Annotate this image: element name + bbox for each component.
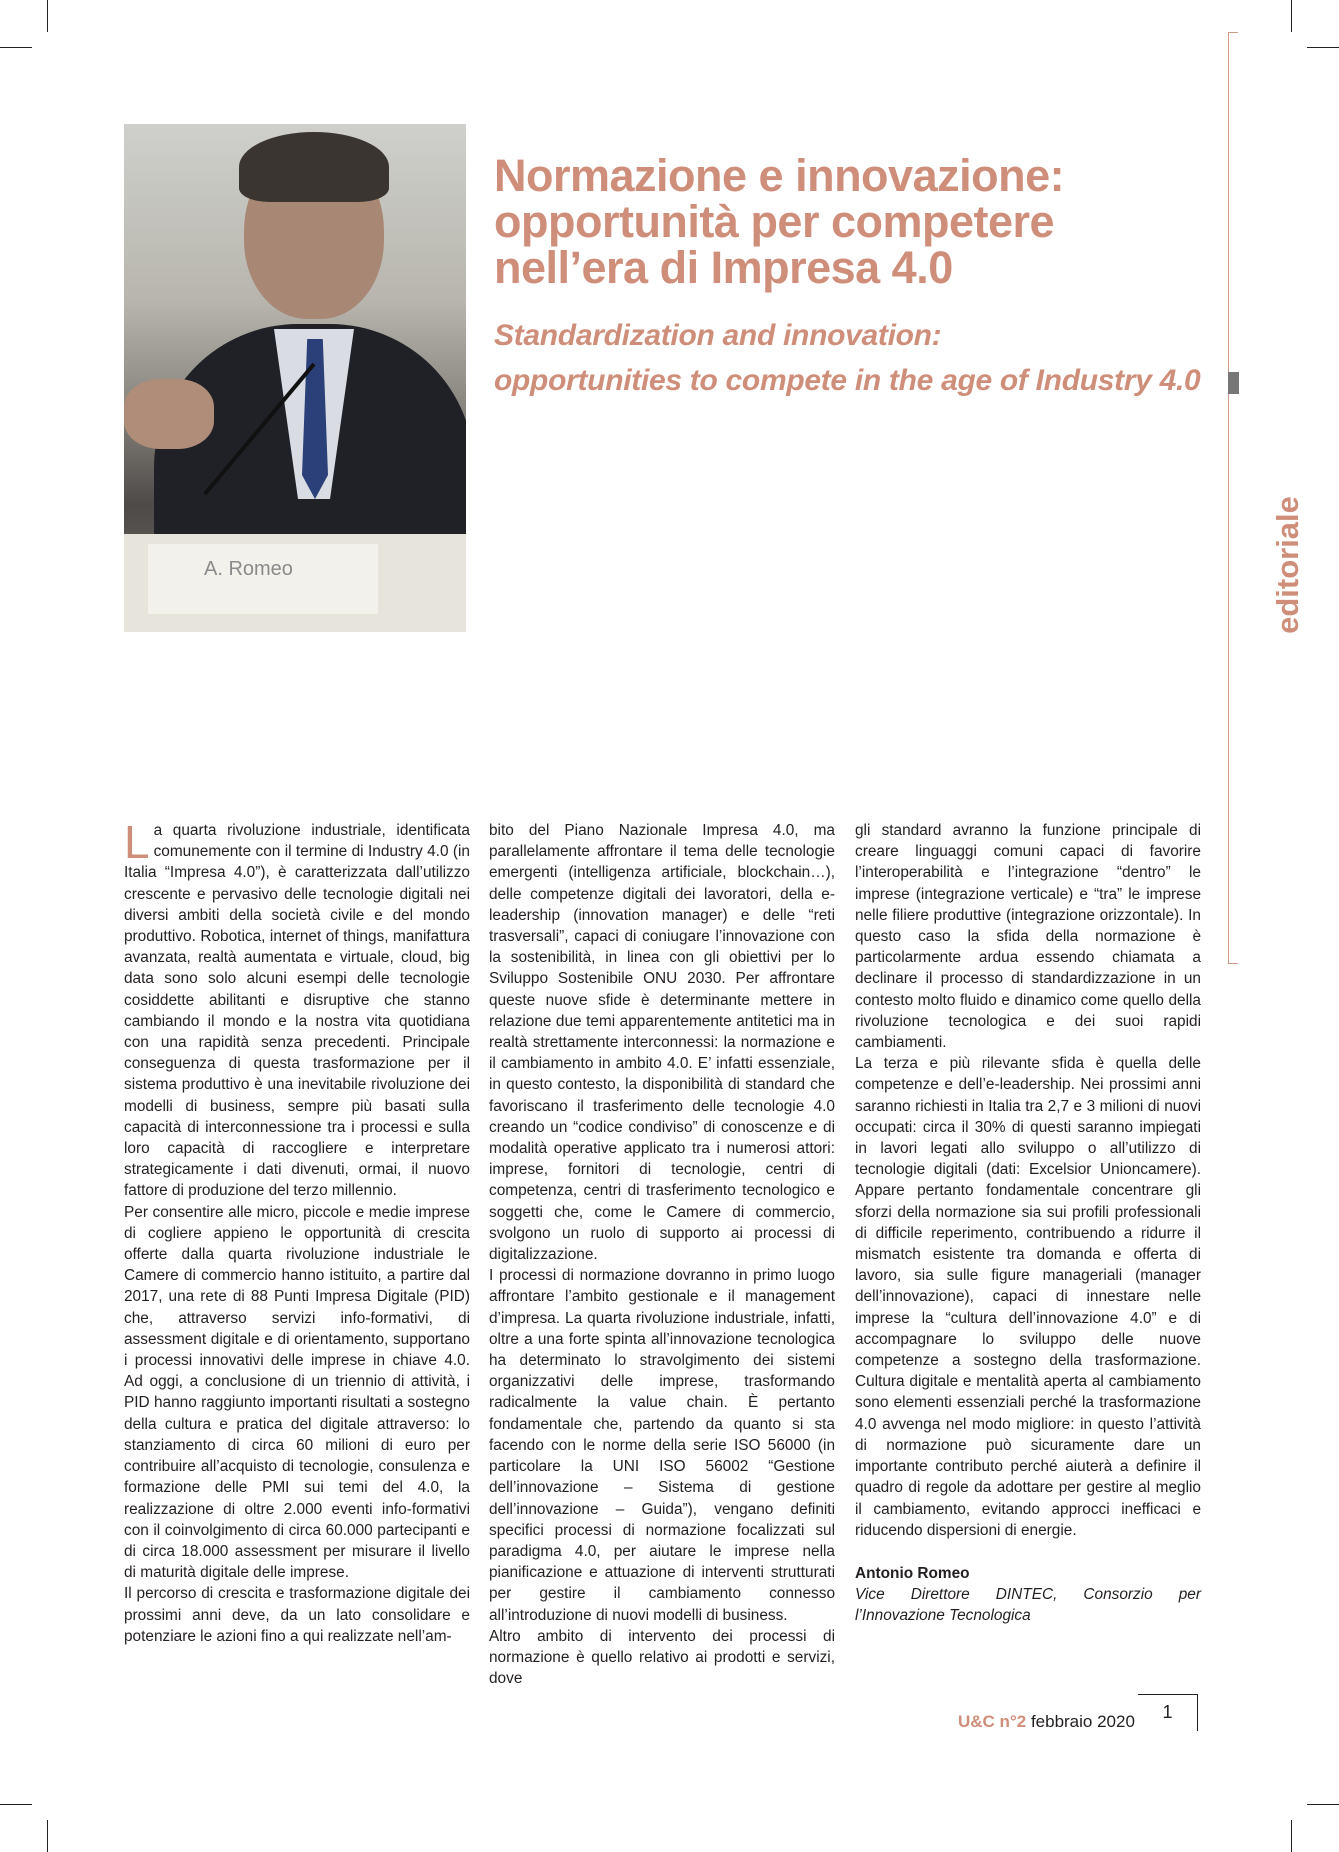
article-subtitle: [494, 313, 1214, 403]
paragraph: [124, 816, 470, 1202]
crop-mark: [0, 47, 32, 48]
crop-mark: [47, 1820, 48, 1852]
crop-mark: [0, 1804, 32, 1805]
author-role: Vice Direttore DINTEC, Consorzio per l’Innovazione Tecnologica: [855, 1586, 1201, 1625]
photo-hair: [239, 132, 389, 202]
crop-mark: [47, 0, 48, 32]
paragraph: Altro ambito di intervento dei processi di normazione è quello relativo ai prodotti e servizi, dove: [489, 1627, 835, 1688]
section-sidebar-frame: [1228, 32, 1238, 964]
paragraph: La terza e più rilevante sfida è quella delle competenze e dell’e-leadership. Nei prossimi anni saranno richiesti in Italia tra 2,7 e 3 milioni di nuovi occupati: circa il 30% di questi saranno impiegati in lavori legati allo sviluppo o all’utilizzo di tecnologie digitali (dati: Excelsior Unioncamere). Appare pertanto fondamentale concentrare gli sforzi della normazione sia sui profili professionali di difficile reperimento, contribuendo a ridurre il mismatch esistente tra domanda e offerta di lavoro, sia sulle figure manageriali (manager dell’innovazione), capaci di innestare nelle imprese la “cultura dell’innovazione 4.0” e di accompagnare lo sviluppo delle nuove competenze a sostegno della trasformazione. Cultura digitale e mentalità aperta al cambiamento sono elementi essenziali perché la trasformazione 4.0 avvenga nel modo migliore: in questo l’attività di normazione può sicuramente dare un importante contributo perché aiuterà a definire il quadro di regole da adottare per gestire al meglio il cambiamento, evitando approcci inefficaci e riducendo dispersioni di energie.: [855, 1055, 1201, 1539]
section-sidebar-marker: [1228, 372, 1239, 394]
text-column-3: [855, 820, 1201, 1627]
author-name: Antonio Romeo: [855, 1564, 970, 1582]
paragraph: bito del Piano Nazionale Impresa 4.0, ma parallelamente affrontare il tema delle tecnologie emergenti (intelligenza artificiale, blockchain…), delle competenze digitali dei lavoratori, della e-leadership (innovation manager) e delle “reti trasversali”, capaci di coniugare l’innovazione con la sostenibilità, in linea con gli obiettivi per lo Sviluppo Sostenibile ONU 2030. Per affrontare queste nuove sfide è determinante mettere in relazione due temi apparentemente antitetici ma in realtà strettamente interconnessi: la normazione e il cambiamento in ambito 4.0. E’ infatti essenziale, in questo contesto, la disponibilità di standard che favoriscano il trasferimento delle tecnologie 4.0 creando un “codice condiviso” di conoscenze e di modalità operative applicato tra i numerosi attori: imprese, fornitori di tecnologie, centri di competenza, centri di trasferimento tecnologico e soggetti che, come le Camere di commercio, svolgono un ruolo di supporto ai processi di digitalizzazione.: [489, 822, 835, 1264]
crop-mark: [1307, 47, 1339, 48]
photo-nameplate: A. Romeo: [148, 544, 378, 614]
page-number: 1: [1138, 1694, 1198, 1731]
text-column-2: [489, 820, 835, 1689]
paragraph: I processi di normazione dovranno in primo luogo affrontare l’ambito gestionale e il management d’impresa. La quarta rivoluzione industriale, infatti, oltre a una forte spinta all’innovazione tecnologica ha determinato lo stravolgimento dei sistemi organizzativi delle imprese, trasformando radicalmente la value chain. È pertanto fondamentale che, partendo da quanto si sta facendo con le norme della serie ISO 56000 (in particolare la UNI ISO 56002 “Gestione dell’innovazione – Sistema di gestione dell’innovazione – Guida”), vengano definiti specifici processi di normazione focalizzati sul paradigma 4.0, per aiutare le imprese nella pianificazione e attuazione di interventi strutturati per gestire il cambiamento connesso all’introduzione di nuovi modelli di business.: [489, 1267, 835, 1624]
crop-mark: [1307, 1804, 1339, 1805]
crop-mark: [1291, 1820, 1292, 1852]
magazine-issue: U&C n°2: [958, 1712, 1027, 1731]
paragraph: gli standard avranno la funzione principale di creare linguaggi comuni capaci di favorire l’interoperabilità e l’integrazione “dentro” le imprese (integrazione verticale) e “tra” le imprese nelle filiere produttive (integrazione orizzontale). In questo caso la sfida della normazione è particolarmente ardua essendo chiamata a declinare il processo di standardizzazione in un contesto molto fluido e dinamico come quello della rivoluzione tecnologica e dei suoi rapidi cambiamenti.: [855, 822, 1201, 1052]
issue-date: febbraio 2020: [1030, 1712, 1135, 1731]
paragraph: Per consentire alle micro, piccole e medie imprese di cogliere appieno le opportunità di crescita offerte dalla quarta rivoluzione industriale le Camere di commercio hanno istituito, a partire dal 2017, una rete di 88 Punti Impresa Digitale (PID) che, attraverso servizi info-formativi, di assessment digitale e di orientamento, supportano i processi innovativi delle imprese in chiave 4.0. Ad oggi, a conclusione di un triennio di attività, i PID hanno raggiunto importanti risultati a sostegno della cultura e pratica del digitale attraverso: lo stanziamento di circa 60 milioni di euro per contribuire all’acquisto di tecnologie, consulenza e formazione delle PMI sui temi del 4.0, la realizzazione di oltre 2.000 eventi info-formativi con il coinvolgimento di circa 60.000 partecipanti e di circa 18.000 assessment per misurare il livello di maturità digitale delle imprese.: [124, 1203, 470, 1582]
article-title: Normazione e innovazione: opportunità per competere nell’era di Impresa 4.0: [494, 150, 1065, 293]
section-label: editoriale: [1270, 496, 1305, 634]
subtitle-line-2: opportunities to compete in the age of Industry 4.0: [494, 364, 1201, 397]
drop-cap: L: [124, 816, 150, 868]
crop-mark: [1291, 0, 1292, 32]
author-photo: [124, 124, 466, 632]
photo-hand: [124, 379, 214, 449]
page-footer: [958, 1712, 1135, 1732]
subtitle-line-1: Standardization and innovation:: [494, 319, 942, 352]
text-column-1: [124, 816, 470, 1647]
paragraph: Il percorso di crescita e trasformazione digitale dei prossimi anni deve, da un lato consolidare e potenziare le azioni fino a qui realizzate nell’am-: [124, 1585, 470, 1645]
paragraph-text: a quarta rivoluzione industriale, identificata comunemente con il termine di Industry 4.0 (in Italia “Impresa 4.0”), è caratterizzata dall’utilizzo crescente e pervasivo delle tecnologie digitali nei diversi ambiti della società civile e del mondo produttivo. Robotica, internet of things, manifattura avanzata, realtà aumentata e virtuale, cloud, big data sono solo alcuni esempi delle tecnologie cosiddette abilitanti e disruptive che stanno cambiando il mondo e la nostra vita quotidiana con una rapidità senza precedenti. Principale conseguenza di questa trasformazione per il sistema produttivo è una inevitabile rivoluzione dei modelli di business, sempre più basati sulla capacità di interconnessione tra i processi e sulla loro capacità di raccogliere e interpretare strategicamente i dati divenuti, ormai, il nuovo fattore di produzione del terzo millennio.: [124, 822, 470, 1200]
